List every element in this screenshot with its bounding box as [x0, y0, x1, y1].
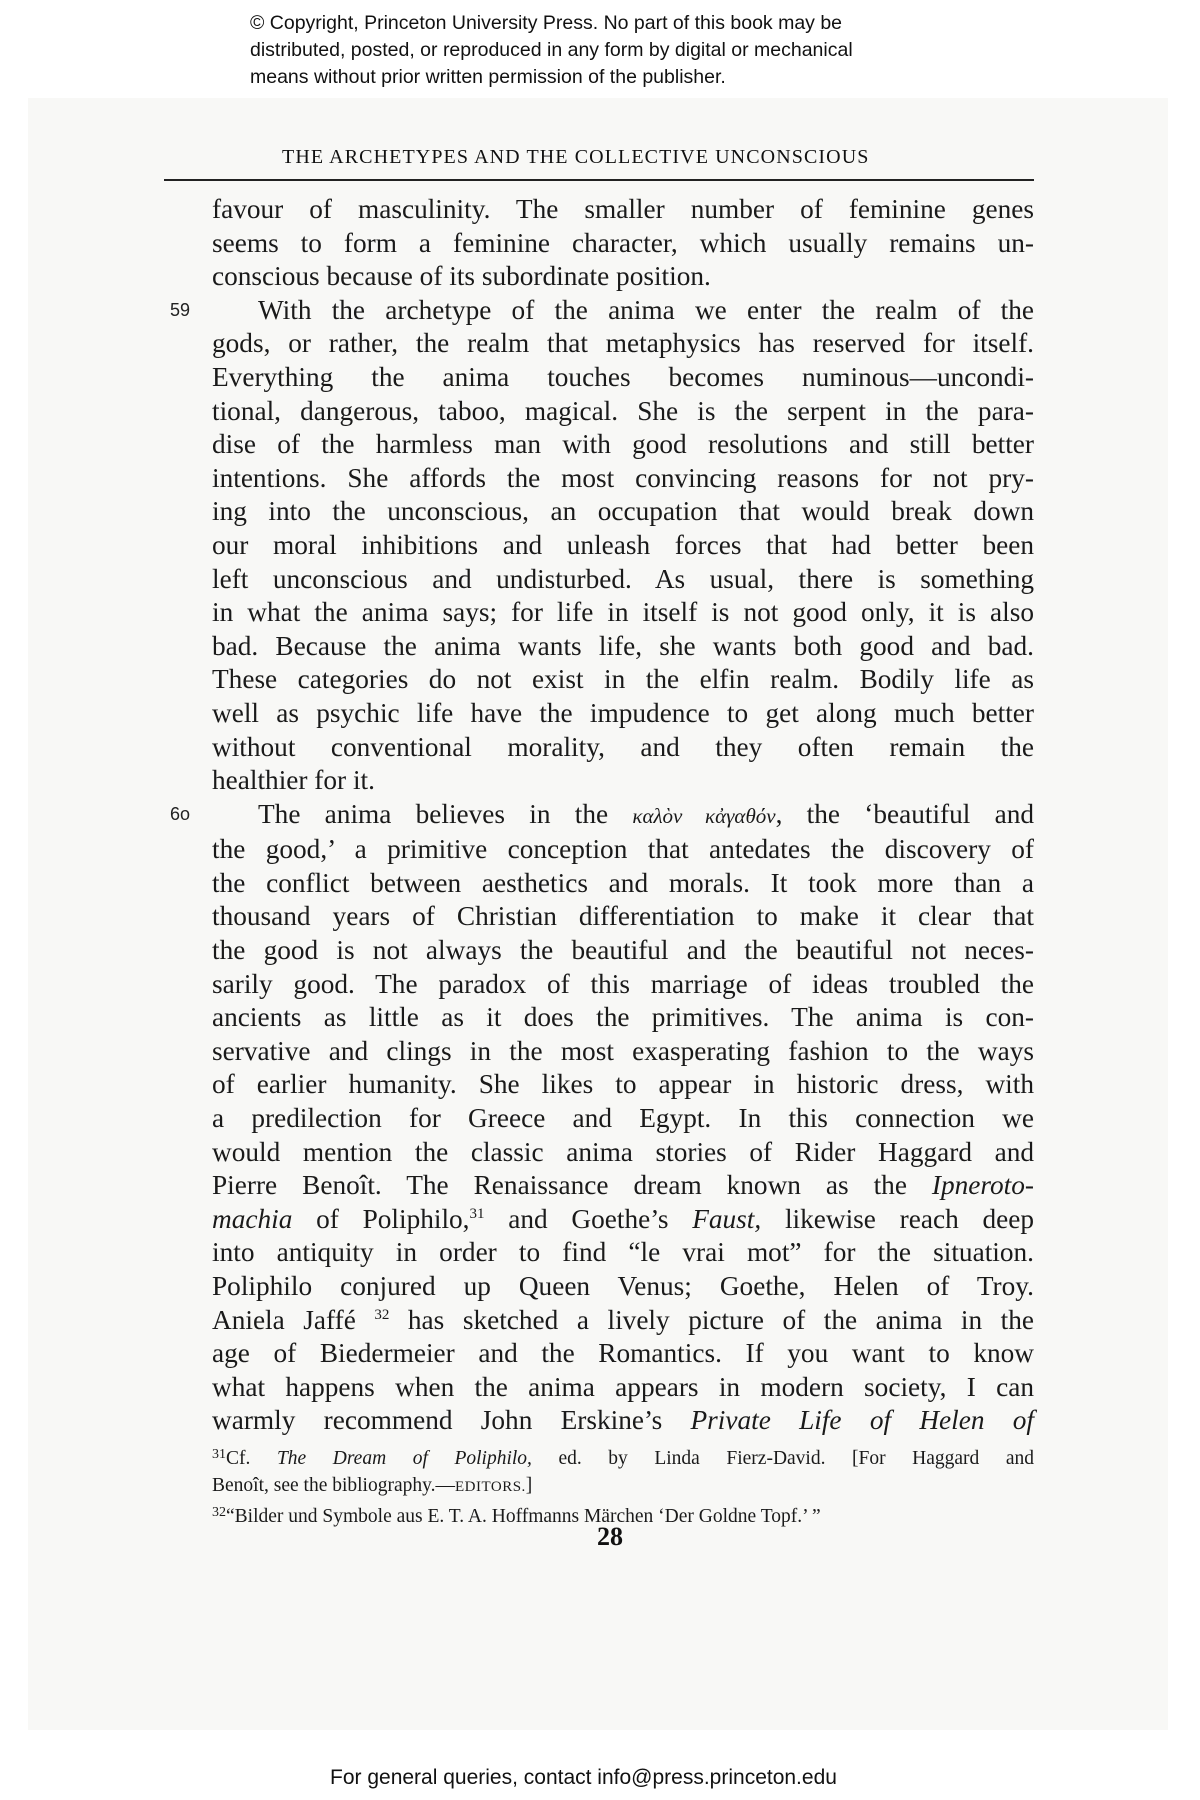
- text-line: intentions. She affords the most convincing reasons for not pry-: [212, 462, 1034, 493]
- text-line: [212, 1404, 1034, 1438]
- footnote-mark: 32: [212, 1505, 226, 1520]
- line-text: has sketched a lively picture of the anima in the: [389, 1304, 1035, 1335]
- text-line: healthier for it.: [212, 765, 375, 796]
- text-line: These categories do not exist in the elfin realm. Bodily life as: [212, 664, 1034, 695]
- line-text: likewise reach deep: [761, 1203, 1034, 1234]
- footnote-text: Cf.: [226, 1448, 277, 1469]
- body-text: [170, 193, 1035, 1438]
- footnote-31-cont: [212, 1473, 1034, 1501]
- text-line: gods, or rather, the realm that metaphysics has reserved for itself.: [212, 328, 1034, 359]
- line-text: of Poliphilo,: [292, 1203, 470, 1234]
- footnote-text: ]: [525, 1474, 533, 1496]
- footnote-text: Benoît, see the bibliography.—: [212, 1474, 455, 1496]
- text-line: age of Biedermeier and the Romantics. If you want to know: [212, 1338, 1034, 1369]
- text-line: seems to form a feminine character, which usually remains un-: [212, 227, 1034, 258]
- text-line: ing into the unconscious, an occupation that would break down: [212, 496, 1034, 527]
- contact-line: For general queries, contact info@press.princeton.edu: [330, 1766, 837, 1789]
- text-line: tional, dangerous, taboo, magical. She is the serpent in the para-: [212, 395, 1034, 426]
- running-head: THE ARCHETYPES AND THE COLLECTIVE UNCONSCIOUS: [282, 146, 870, 168]
- footnote-ref-31: 31: [469, 1205, 485, 1222]
- footnote-ref-32: 32: [374, 1306, 390, 1323]
- text-line: dise of the harmless man with good resolutions and still better: [212, 429, 1034, 460]
- italic-title: Ipneroto-: [931, 1170, 1034, 1201]
- text-line: in what the anima says; for life in itself is not good only, it is also: [212, 597, 1034, 628]
- text-line: our moral inhibitions and unleash forces that had better been: [212, 529, 1034, 560]
- footnote-mark: 31: [212, 1447, 226, 1462]
- paragraph-number: 6o: [170, 803, 191, 824]
- text-line: [212, 1304, 1034, 1338]
- text-line: [170, 294, 1034, 328]
- footnote-text: ed. by Linda Fierz-David. [For Haggard and: [531, 1448, 1035, 1469]
- line-text: warmly recommend John Erskine’s: [212, 1405, 691, 1436]
- line-text: Aniela Jaffé: [212, 1304, 375, 1335]
- text-line: well as psychic life have the impudence to get along much better: [212, 697, 1034, 728]
- text-line: thousand years of Christian differentiation to make it clear that: [212, 901, 1034, 932]
- text-line: the good is not always the beautiful and the beautiful not neces-: [212, 935, 1034, 966]
- text-line: the conflict between aesthetics and morals. It took more than a: [212, 867, 1034, 898]
- header-rule: [164, 179, 1034, 181]
- line-text: The anima believes in the: [258, 798, 633, 829]
- text-line: servative and clings in the most exasperating fashion to the ways: [212, 1035, 1034, 1066]
- text-line: favour of masculinity. The smaller number of feminine genes: [212, 194, 1034, 224]
- line-text: With the archetype of the anima we enter the realm of the: [258, 294, 1034, 325]
- greek-phrase: καλὸν κἀγαθόν: [632, 803, 776, 828]
- text-line: of earlier humanity. She likes to appear in historic dress, with: [212, 1069, 1034, 1100]
- text-line: into antiquity in order to find “le vrai mot” for the situation.: [212, 1237, 1034, 1268]
- text-line: [212, 1203, 1034, 1237]
- text-line: sarily good. The paradox of this marriage of ideas troubled the: [212, 968, 1034, 999]
- line-text: and Goethe’s: [484, 1203, 693, 1234]
- line-text: , the ‘beautiful and: [775, 798, 1035, 829]
- italic-title: The Dream of Poliphilo,: [276, 1448, 532, 1469]
- text-line: a predilection for Greece and Egypt. In this connection we: [212, 1103, 1034, 1134]
- italic-title: Private Life of Helen of: [690, 1405, 1034, 1436]
- text-line: Everything the anima touches becomes numinous—uncondi-: [212, 361, 1034, 392]
- italic-title: Faust,: [692, 1203, 762, 1234]
- text-line: ancients as little as it does the primitives. The anima is con-: [212, 1002, 1034, 1033]
- text-line: [212, 1169, 1034, 1203]
- text-line: would mention the classic anima stories of Rider Haggard and: [212, 1136, 1034, 1167]
- text-line: what happens when the anima appears in modern society, I can: [212, 1371, 1034, 1402]
- text-line: without conventional morality, and they often remain the: [212, 731, 1034, 762]
- footnotes: [212, 1442, 1034, 1531]
- text-line: [170, 798, 1035, 834]
- page-number: 28: [597, 1522, 623, 1551]
- text-line: Poliphilo conjured up Queen Venus; Goethe, Helen of Troy.: [212, 1271, 1034, 1301]
- text-line: bad. Because the anima wants life, she wants both good and bad.: [212, 630, 1034, 661]
- text-line: conscious because of its subordinate position.: [212, 261, 711, 292]
- footnote-32: [212, 1500, 1034, 1531]
- paragraph-number: 59: [170, 299, 191, 320]
- copyright-notice: © Copyright, Princeton University Press. No part of this book may be distributed, posted, or reproduced in any form by digital or mechanical means without prior written permission of the publisher.: [250, 12, 853, 88]
- footnote-text: “Bilder und Symbole aus E. T. A. Hoffmanns Märchen ‘Der Goldne Topf.’ ”: [226, 1506, 821, 1527]
- text-line: the good,’ a primitive conception that antedates the discovery of: [212, 834, 1034, 865]
- small-caps: EDITORS.: [454, 1478, 526, 1495]
- footnote-31: [212, 1442, 1034, 1473]
- italic-title: machia: [212, 1203, 293, 1234]
- text-line: left unconscious and undisturbed. As usual, there is something: [212, 563, 1034, 594]
- line-text: Pierre Benoît. The Renaissance dream known as the: [212, 1170, 932, 1201]
